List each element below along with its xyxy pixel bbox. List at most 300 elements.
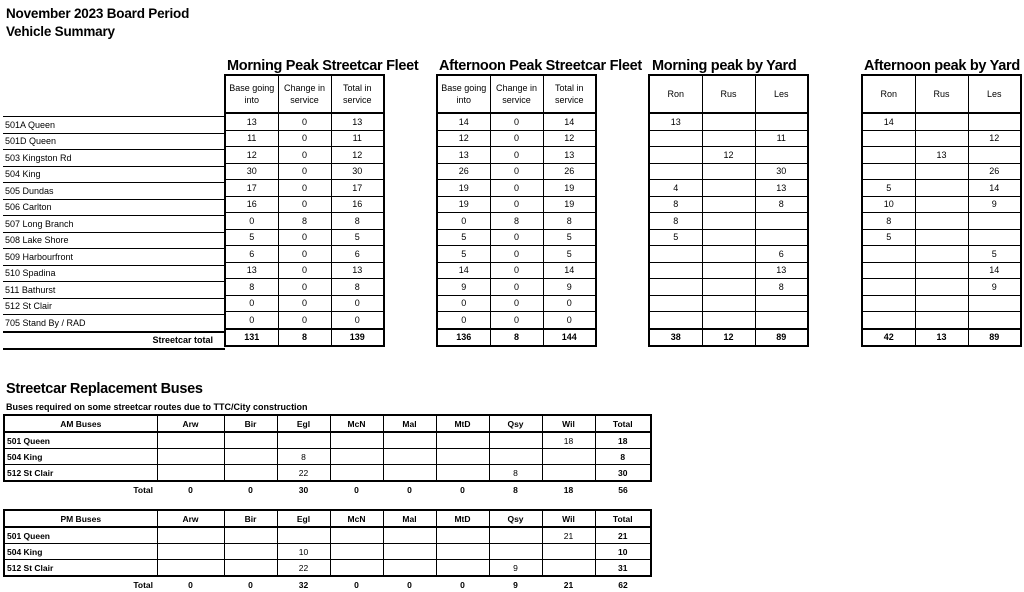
cell-value: 30: [595, 465, 651, 482]
cell-value: 12: [968, 130, 1021, 147]
table-row: [4, 432, 651, 449]
cell-value: 18: [595, 432, 651, 449]
cell-value: 8: [331, 213, 384, 230]
cell-value: 8: [278, 213, 331, 230]
cell-value: 0: [278, 180, 331, 197]
table-row: [437, 262, 596, 279]
total-value: 0: [188, 484, 193, 495]
garage-header: MtD: [436, 510, 489, 527]
cell-value: 13: [225, 113, 278, 130]
cell-value: 10: [862, 196, 915, 213]
cell-value: [649, 147, 702, 164]
cell-value: 0: [278, 262, 331, 279]
cell-value: 9: [543, 279, 596, 296]
cell-value: 13: [331, 262, 384, 279]
cell-value: [436, 527, 489, 544]
cell-value: [330, 544, 383, 560]
cell-value: 8: [755, 279, 808, 296]
cell-value: 12: [225, 147, 278, 164]
total-value: 139: [331, 329, 384, 346]
garage-header: Qsy: [489, 510, 542, 527]
cell-value: 26: [968, 163, 1021, 180]
cell-value: [915, 213, 968, 230]
route-name: 501 Queen: [4, 432, 157, 449]
table-row: [862, 329, 1021, 346]
table-row: [649, 113, 808, 130]
cell-value: [702, 180, 755, 197]
cell-value: 8: [277, 449, 330, 465]
cell-value: [542, 449, 595, 465]
garage-header: McN: [330, 415, 383, 432]
yard-header: Ron: [649, 75, 702, 113]
cell-value: 8: [490, 213, 543, 230]
cell-value: [862, 262, 915, 279]
table-row: [437, 246, 596, 263]
header-row: [4, 510, 651, 527]
cell-value: [702, 312, 755, 329]
table-row: [649, 279, 808, 296]
cell-value: 0: [331, 295, 384, 312]
cell-value: [330, 432, 383, 449]
cell-value: 5: [862, 180, 915, 197]
cell-value: 11: [225, 130, 278, 147]
column-header: Base going into: [225, 75, 278, 113]
total-value: 0: [407, 484, 412, 495]
table-row: [649, 262, 808, 279]
table-row: [3, 315, 225, 332]
total-value: 8: [278, 329, 331, 346]
table-row: [649, 295, 808, 312]
cell-value: [915, 113, 968, 130]
cell-value: [915, 229, 968, 246]
yard-am-table: [648, 74, 809, 347]
cell-value: [649, 246, 702, 263]
cell-value: 12: [702, 147, 755, 164]
cell-value: 5: [437, 229, 490, 246]
cell-value: 0: [278, 147, 331, 164]
cell-value: 9: [437, 279, 490, 296]
cell-value: 16: [331, 196, 384, 213]
cell-value: 8: [225, 279, 278, 296]
table-row: [437, 147, 596, 164]
header-row: [649, 75, 808, 113]
total-value: 8: [513, 484, 518, 495]
cell-value: [157, 527, 224, 544]
total-value: 89: [755, 329, 808, 346]
cell-value: [542, 544, 595, 560]
cell-value: [330, 527, 383, 544]
cell-value: [755, 113, 808, 130]
table-row: [437, 295, 596, 312]
table-row: [225, 163, 384, 180]
cell-value: 21: [595, 527, 651, 544]
cell-value: 0: [490, 295, 543, 312]
garage-header: Bir: [224, 510, 277, 527]
cell-value: [702, 213, 755, 230]
table-row: [649, 130, 808, 147]
report-title: November 2023 Board Period: [6, 6, 190, 21]
cell-value: 11: [755, 130, 808, 147]
garage-header: Total: [595, 415, 651, 432]
cell-value: 5: [225, 229, 278, 246]
table-row: [3, 282, 225, 299]
cell-value: [862, 312, 915, 329]
total-value: 12: [702, 329, 755, 346]
total-value: 9: [513, 579, 518, 590]
cell-value: [915, 262, 968, 279]
cell-value: [755, 213, 808, 230]
cell-value: [862, 130, 915, 147]
table-row: [3, 199, 225, 216]
table-row: [862, 113, 1021, 130]
table-row: [3, 265, 225, 282]
total-value: 30: [298, 484, 309, 495]
cell-value: 6: [331, 246, 384, 263]
cell-value: [968, 229, 1021, 246]
cell-value: [702, 196, 755, 213]
cell-value: [383, 544, 436, 560]
cell-value: 8: [862, 213, 915, 230]
table-row: [437, 213, 596, 230]
cell-value: [224, 544, 277, 560]
table-row: [3, 249, 225, 266]
table-row: [3, 232, 225, 249]
cell-value: 8: [755, 196, 808, 213]
cell-value: [862, 163, 915, 180]
cell-value: 0: [490, 196, 543, 213]
route-label: 511 Bathurst: [3, 282, 225, 299]
route-label: 506 Carlton: [3, 199, 225, 216]
table-row: [225, 213, 384, 230]
column-header: Change in service: [490, 75, 543, 113]
table-row: [225, 329, 384, 346]
table-row: [649, 180, 808, 197]
cell-value: [915, 196, 968, 213]
table-row: [225, 246, 384, 263]
cell-value: 14: [437, 262, 490, 279]
cell-value: 22: [277, 560, 330, 577]
cell-value: 5: [862, 229, 915, 246]
route-name: 512 St Clair: [4, 560, 157, 577]
cell-value: [702, 279, 755, 296]
cell-value: [968, 295, 1021, 312]
cell-value: 0: [490, 262, 543, 279]
cell-value: 0: [278, 312, 331, 329]
cell-value: 9: [968, 196, 1021, 213]
cell-value: 14: [968, 180, 1021, 197]
afternoon-fleet-title: Afternoon Peak Streetcar Fleet: [439, 58, 642, 74]
cell-value: 5: [543, 246, 596, 263]
cell-value: [915, 130, 968, 147]
table-row: [3, 183, 225, 200]
garage-header: Mal: [383, 415, 436, 432]
table-row: [649, 213, 808, 230]
route-label: 504 King: [3, 166, 225, 183]
table-row: [3, 150, 225, 167]
table-row: [437, 196, 596, 213]
cell-value: 19: [543, 196, 596, 213]
cell-value: [436, 449, 489, 465]
cell-value: 14: [862, 113, 915, 130]
cell-value: [224, 527, 277, 544]
total-row: [4, 481, 651, 497]
route-label: 512 St Clair: [3, 298, 225, 315]
cell-value: 8: [649, 196, 702, 213]
table-row: [437, 329, 596, 346]
cell-value: [489, 544, 542, 560]
total-value: 32: [298, 579, 309, 590]
cell-value: [157, 449, 224, 465]
cell-value: 10: [277, 544, 330, 560]
table-row: [862, 147, 1021, 164]
table-row: [4, 544, 651, 560]
cell-value: 4: [649, 180, 702, 197]
cell-value: 19: [437, 196, 490, 213]
table-row: [4, 449, 651, 465]
cell-value: 0: [490, 147, 543, 164]
yard-am-title: Morning peak by Yard: [652, 58, 797, 74]
garage-header: McN: [330, 510, 383, 527]
cell-value: 13: [543, 147, 596, 164]
cell-value: 9: [489, 560, 542, 577]
total-value: 144: [543, 329, 596, 346]
cell-value: [383, 560, 436, 577]
cell-value: 0: [543, 295, 596, 312]
cell-value: 0: [437, 312, 490, 329]
cell-value: [702, 229, 755, 246]
cell-value: [862, 147, 915, 164]
table-row: [862, 163, 1021, 180]
morning-fleet-table: [224, 74, 385, 347]
cell-value: 0: [490, 163, 543, 180]
table-row: [862, 196, 1021, 213]
cell-value: [702, 163, 755, 180]
cell-value: [702, 113, 755, 130]
cell-value: [157, 465, 224, 482]
table-row: [437, 279, 596, 296]
cell-value: 17: [225, 180, 278, 197]
table-row: [437, 130, 596, 147]
cell-value: [277, 527, 330, 544]
column-header: Change in service: [278, 75, 331, 113]
cell-value: [277, 432, 330, 449]
cell-value: [542, 465, 595, 482]
cell-value: [224, 465, 277, 482]
route-label: 509 Harbourfront: [3, 249, 225, 266]
column-header: Total in service: [543, 75, 596, 113]
cell-value: 13: [755, 180, 808, 197]
cell-value: [649, 130, 702, 147]
cell-value: [915, 180, 968, 197]
table-row: [3, 216, 225, 233]
cell-value: [383, 449, 436, 465]
cell-value: 0: [490, 229, 543, 246]
table-row: [225, 312, 384, 329]
table-row: [225, 279, 384, 296]
cell-value: [436, 560, 489, 577]
cell-value: 6: [225, 246, 278, 263]
cell-value: 0: [490, 246, 543, 263]
cell-value: 13: [755, 262, 808, 279]
cell-value: 13: [437, 147, 490, 164]
cell-value: 6: [755, 246, 808, 263]
cell-value: [862, 246, 915, 263]
cell-value: 0: [490, 130, 543, 147]
total-value: 56: [618, 484, 628, 495]
table-row: [862, 130, 1021, 147]
table-row: [3, 332, 225, 349]
cell-value: [330, 465, 383, 482]
cell-value: [915, 246, 968, 263]
total-value: 18: [563, 484, 574, 495]
am-buses-table: [3, 414, 652, 497]
total-value: 131: [225, 329, 278, 346]
cell-value: 14: [543, 262, 596, 279]
table-row: [862, 312, 1021, 329]
cell-value: [968, 213, 1021, 230]
table-row: [437, 113, 596, 130]
route-label: 501D Queen: [3, 133, 225, 150]
cell-value: 8: [543, 213, 596, 230]
cell-value: [383, 432, 436, 449]
garage-header: Mal: [383, 510, 436, 527]
header-row: [437, 75, 596, 113]
header-row: [4, 415, 651, 432]
cell-value: 18: [542, 432, 595, 449]
cell-value: 0: [278, 196, 331, 213]
table-row: [649, 147, 808, 164]
buses-title: Streetcar Replacement Buses: [6, 381, 203, 397]
cell-value: [436, 465, 489, 482]
cell-value: 8: [489, 465, 542, 482]
yard-pm-title: Afternoon peak by Yard: [864, 58, 1020, 74]
report-subtitle: Vehicle Summary: [6, 24, 115, 39]
table-row: [3, 117, 225, 134]
route-label: 501A Queen: [3, 117, 225, 134]
cell-value: 5: [331, 229, 384, 246]
cell-value: 19: [543, 180, 596, 197]
cell-value: [755, 312, 808, 329]
garage-header: Arw: [157, 510, 224, 527]
cell-value: [649, 312, 702, 329]
cell-value: 0: [437, 295, 490, 312]
cell-value: [489, 432, 542, 449]
cell-value: [755, 147, 808, 164]
cell-value: [157, 432, 224, 449]
total-value: 0: [188, 579, 193, 590]
cell-value: [489, 527, 542, 544]
cell-value: 0: [331, 312, 384, 329]
table-row: [862, 262, 1021, 279]
cell-value: 17: [331, 180, 384, 197]
cell-value: 8: [595, 449, 651, 465]
table-row: [225, 196, 384, 213]
cell-value: 13: [331, 113, 384, 130]
yard-header: Les: [968, 75, 1021, 113]
cell-value: 0: [437, 213, 490, 230]
total-value: 0: [248, 484, 253, 495]
total-value: 13: [915, 329, 968, 346]
yard-header: Les: [755, 75, 808, 113]
total-label: Total: [133, 484, 153, 495]
cell-value: 0: [543, 312, 596, 329]
table-row: [649, 329, 808, 346]
cell-value: [649, 262, 702, 279]
cell-value: 30: [331, 163, 384, 180]
table-row: [225, 180, 384, 197]
cell-value: [489, 449, 542, 465]
table-row: [437, 163, 596, 180]
total-value: 0: [354, 484, 359, 495]
cell-value: 0: [278, 279, 331, 296]
cell-value: 0: [278, 163, 331, 180]
cell-value: 0: [225, 295, 278, 312]
table-row: [3, 166, 225, 183]
table-row: [4, 527, 651, 544]
table-row: [862, 279, 1021, 296]
yard-header: Rus: [702, 75, 755, 113]
table-row: [862, 180, 1021, 197]
cell-value: [649, 163, 702, 180]
cell-value: [436, 544, 489, 560]
table-row: [862, 246, 1021, 263]
cell-value: 19: [437, 180, 490, 197]
table-row: [3, 133, 225, 150]
cell-value: [702, 262, 755, 279]
cell-value: 11: [331, 130, 384, 147]
cell-value: 12: [331, 147, 384, 164]
cell-value: 0: [278, 295, 331, 312]
yard-header: Rus: [915, 75, 968, 113]
cell-value: [224, 432, 277, 449]
garage-header: Egl: [277, 510, 330, 527]
garage-header: Bir: [224, 415, 277, 432]
cell-value: [157, 544, 224, 560]
cell-value: [862, 279, 915, 296]
table-row: [4, 465, 651, 482]
table-row: [225, 229, 384, 246]
table-row: [649, 246, 808, 263]
bus-table-label: AM Buses: [4, 415, 157, 432]
total-value: 89: [968, 329, 1021, 346]
total-value: 136: [437, 329, 490, 346]
cell-value: 0: [490, 180, 543, 197]
cell-value: [157, 560, 224, 577]
cell-value: [755, 295, 808, 312]
cell-value: [862, 295, 915, 312]
cell-value: [755, 229, 808, 246]
cell-value: 26: [437, 163, 490, 180]
bus-table-label: PM Buses: [4, 510, 157, 527]
garage-header: MtD: [436, 415, 489, 432]
cell-value: 13: [915, 147, 968, 164]
cell-value: 13: [225, 262, 278, 279]
yard-header: Ron: [862, 75, 915, 113]
table-row: [649, 312, 808, 329]
table-row: [225, 147, 384, 164]
table-row: [3, 298, 225, 315]
cell-value: [968, 147, 1021, 164]
route-label: 705 Stand By / RAD: [3, 315, 225, 332]
yard-pm-table: [861, 74, 1022, 347]
buses-subtitle: Buses required on some streetcar routes due to TTC/City construction: [6, 402, 308, 412]
cell-value: 14: [968, 262, 1021, 279]
cell-value: 12: [437, 130, 490, 147]
table-row: [862, 295, 1021, 312]
cell-value: 31: [595, 560, 651, 577]
total-row: [4, 576, 651, 592]
cell-value: 26: [543, 163, 596, 180]
